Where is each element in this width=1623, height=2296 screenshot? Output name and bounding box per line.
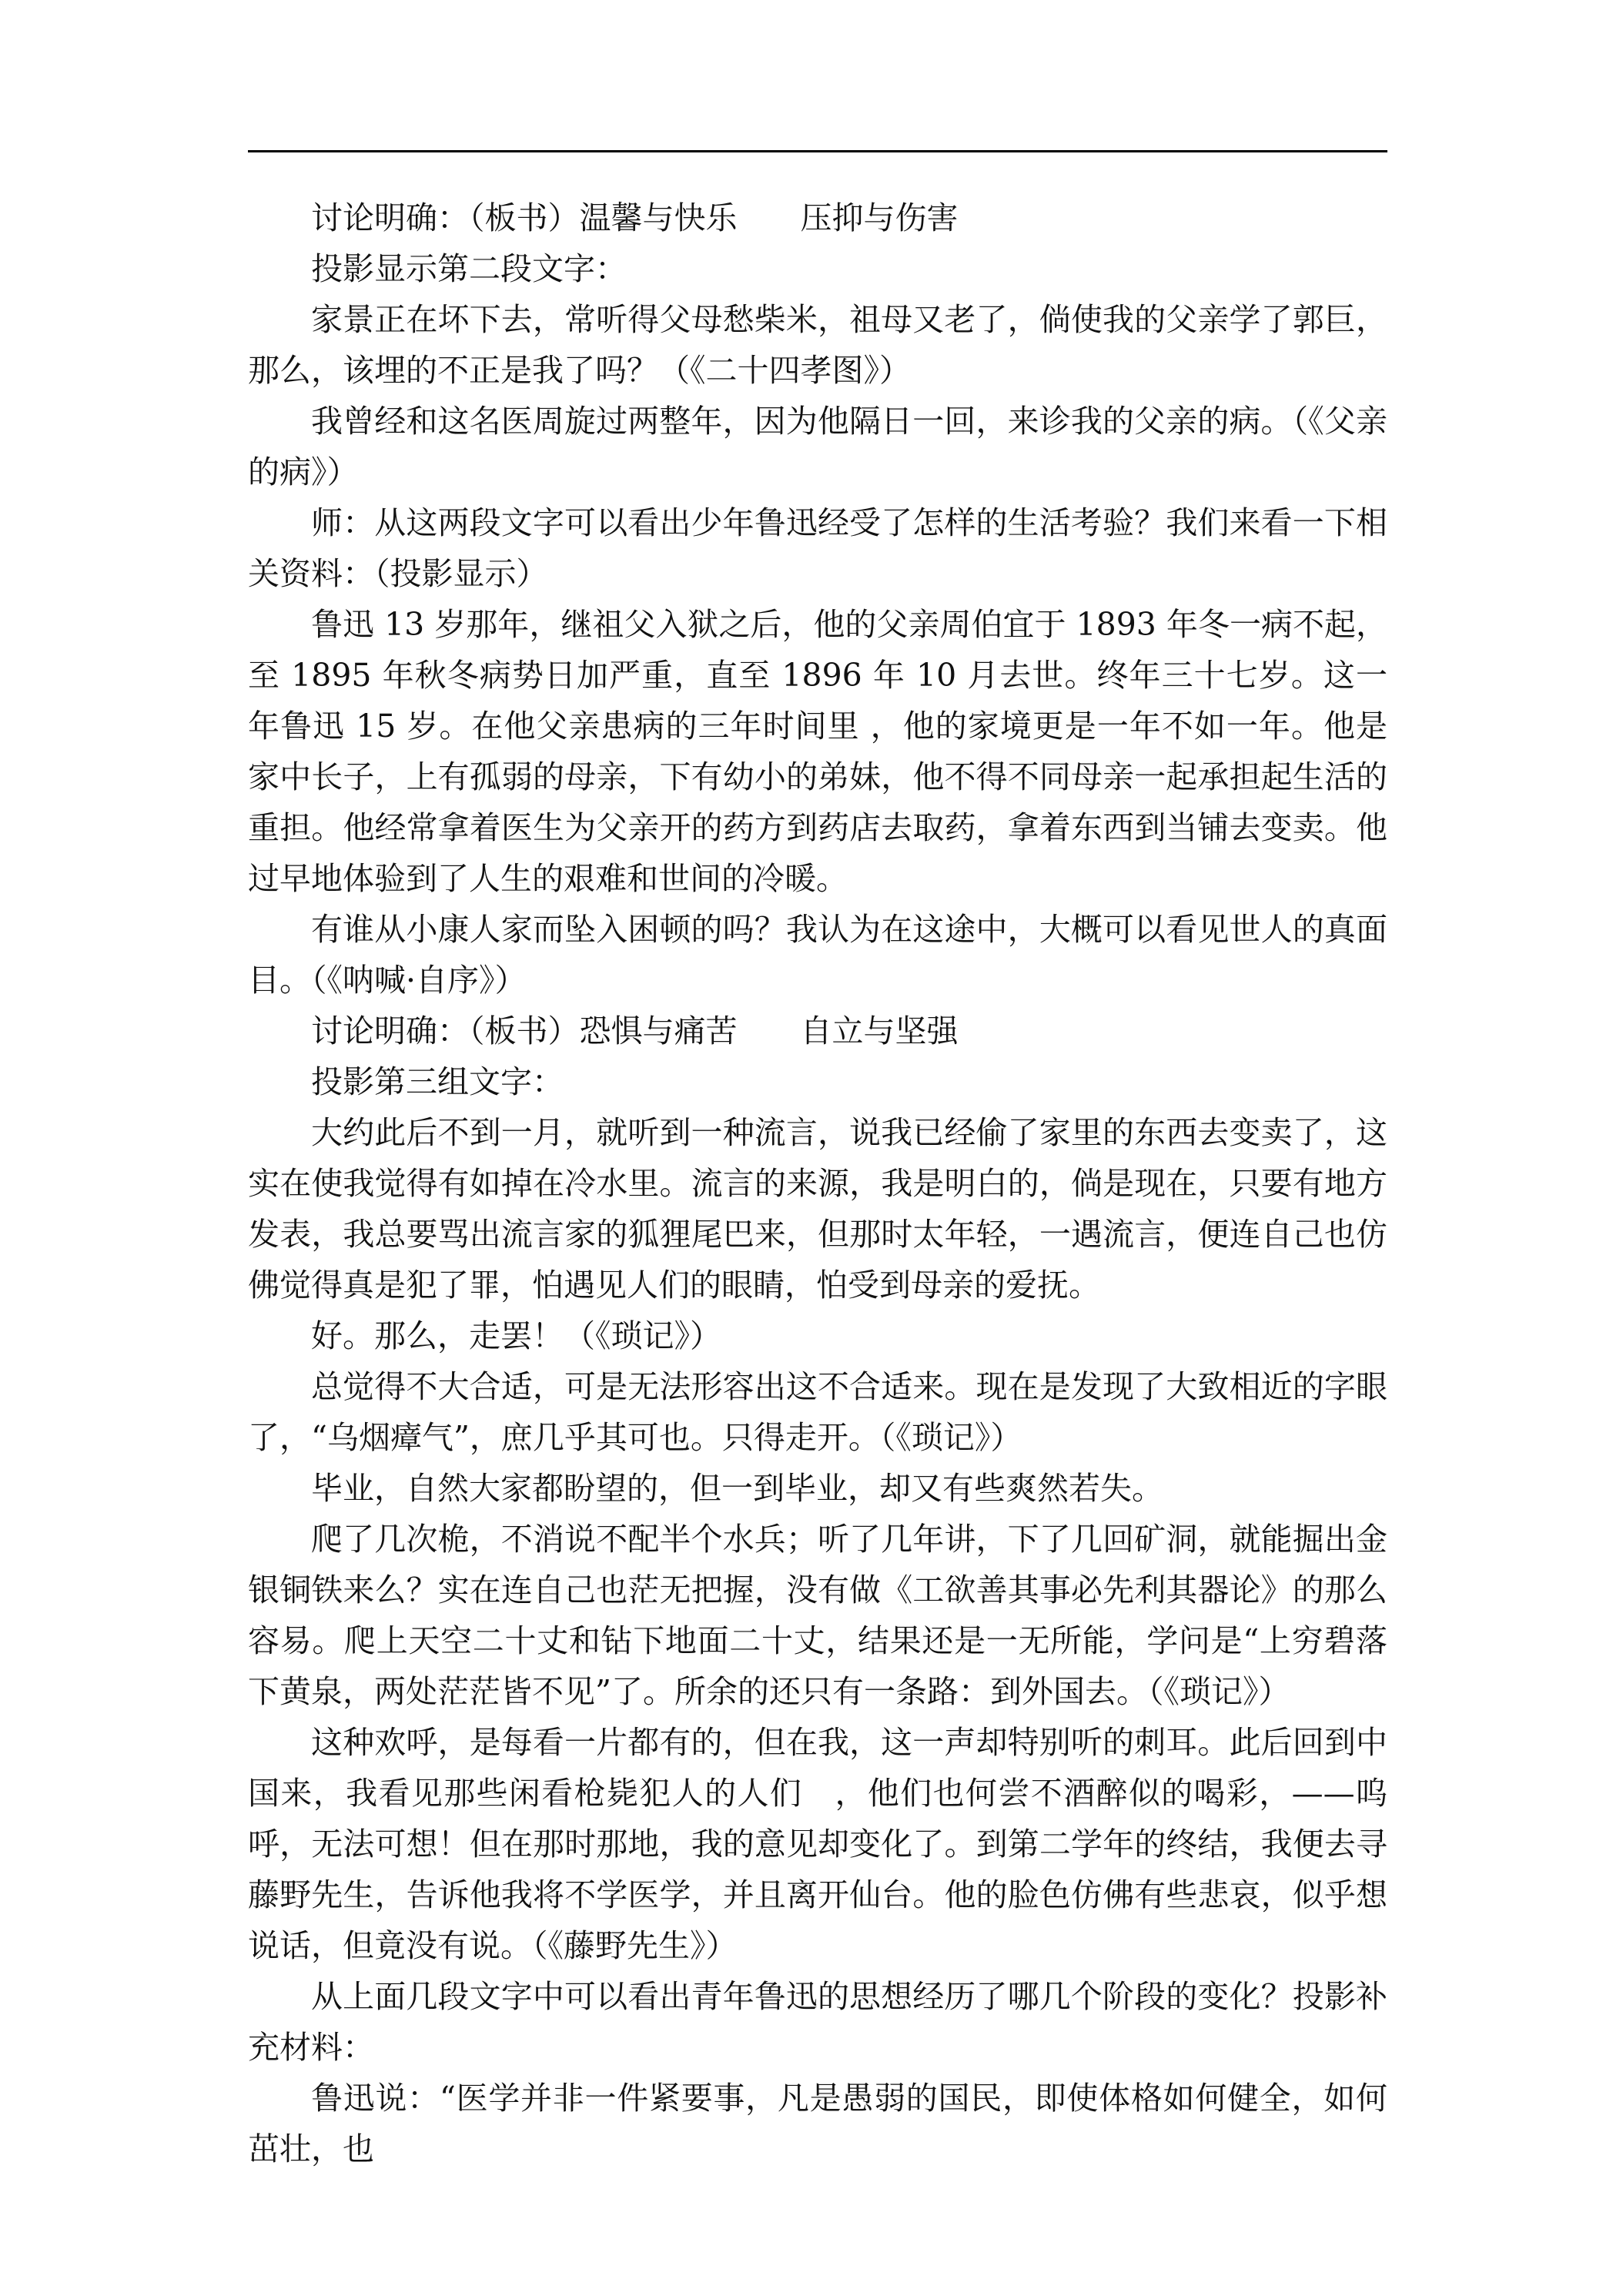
paragraph-quote-go-abroad: 爬了几次桅，不消说不配半个水兵；听了几年讲，下了几回矿洞，就能掘出金银铜铁来么？实在连自己也茫无把握，没有做《工欲善其事必先利其器论》的那么容易。爬上天空二十丈和钻下地面二十丈，结果还是一无所能，学问是“上穷碧落下黄泉，两处茫茫皆不见”了。所余的还只有一条路：到外国去。（《琐记》） <box>248 1521 1387 1710</box>
paragraph-quote-fujino: 这种欢呼，是每看一片都有的，但在我，这一声却特别听的刺耳。此后回到中国来，我看见那些闲看枪毙犯人的人们 ，他们也何尝不酒醉似的喝彩，——呜呼，无法可想！但在那时那地，我的意见却变化了。到第二学年的终结，我便去寻藤野先生，告诉他我将不学医学，并且离开仙台。他的脸色仿佛有些悲哀，似乎想说话，但竟没有说。（《藤野先生》） <box>248 1724 1387 1964</box>
paragraph-projection-2: 投影显示第二段文字： <box>311 250 627 287</box>
paragraph-quote-graduation: 毕业，自然大家都盼望的，但一到毕业，却又有些爽然若失。 <box>311 1470 1163 1507</box>
paragraph-quote-leave: 好。那么，走罢！（《琐记》） <box>311 1317 721 1354</box>
paragraph-quote-nahan-preface: 有谁从小康人家而坠入困顿的吗？我认为在这途中，大概可以看见世人的真面目。（《呐喊·自序》） <box>248 911 1387 999</box>
header-rule <box>248 150 1387 152</box>
paragraph-quote-24-filial: 家景正在坏下去，常听得父母愁柴米，祖母又老了，倘使我的父亲学了郭巨，那么，该埋的不正是我了吗？（《二十四孝图》） <box>248 301 1387 389</box>
paragraph-question-stages: 从上面几段文字中可以看出青年鲁迅的思想经历了哪几个阶段的变化？投影补充材料： <box>248 1978 1387 2066</box>
paragraph-background-material: 鲁迅 13 岁那年，继祖父入狱之后，他的父亲周伯宜于 1893 年冬一病不起，至 1895 年秋冬病势日加严重，直至 1896 年 10 月去世。终年三十七岁。这一年鲁迅 15 岁。在他父亲患病的三年时间里 ，他的家境更是一年不如一年。他是家中长子，上有孤弱的母亲，下有幼小的弟妹，他不得不同母亲一起承担起生活的重担。他经常拿着医生为父亲开的药方到药店去取药，拿着东西到当铺去变卖。他过早地体验到了人生的艰难和世间的冷暖。 <box>248 606 1387 897</box>
paragraph-luxun-quote-medicine: 鲁迅说：“医学并非一件紧要事，凡是愚弱的国民，即使体格如何健全，如何茁壮，也 <box>248 2080 1387 2167</box>
paragraph-projection-3: 投影第三组文字： <box>311 1063 564 1100</box>
paragraph-discussion-2: 讨论明确：（板书）恐惧与痛苦 自立与坚强 <box>311 1012 959 1049</box>
paragraph-discussion-1: 讨论明确：（板书）温馨与快乐 压抑与伤害 <box>311 199 959 236</box>
paragraph-quote-unsuitable: 总觉得不大合适，可是无法形容出这不合适来。现在是发现了大致相近的字眼了，“乌烟瘴气”，庶几乎其可也。只得走开。（《琐记》） <box>248 1368 1387 1456</box>
paragraph-quote-rumor: 大约此后不到一月，就听到一种流言，说我已经偷了家里的东西去变卖了，这实在使我觉得有如掉在冷水里。流言的来源，我是明白的，倘是现在，只要有地方发表，我总要骂出流言家的狐狸尾巴来，但那时太年轻，一遇流言，便连自己也仿佛觉得真是犯了罪，怕遇见人们的眼睛，怕受到母亲的爱抚。 <box>248 1114 1387 1304</box>
paragraph-teacher-question: 师：从这两段文字可以看出少年鲁迅经受了怎样的生活考验？我们来看一下相关资料：（投影显示） <box>248 504 1387 592</box>
paragraph-quote-father-illness: 我曾经和这名医周旋过两整年，因为他隔日一回，来诊我的父亲的病。（《父亲的病》） <box>248 403 1387 490</box>
document-body <box>248 192 1387 2174</box>
